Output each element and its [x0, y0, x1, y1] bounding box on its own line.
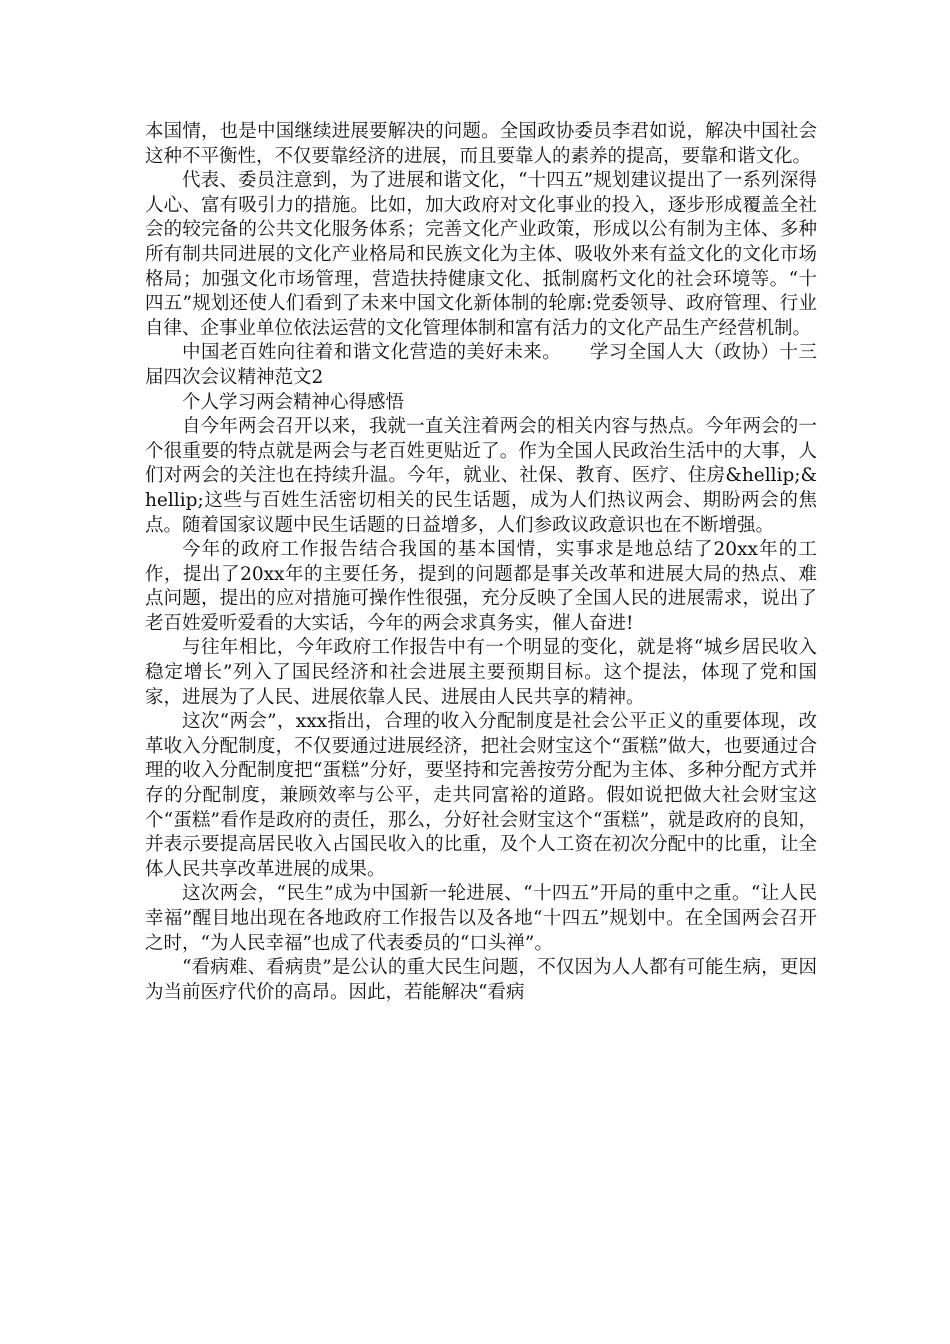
section-heading: 个人学习两会精神心得感悟 — [182, 391, 405, 413]
paragraph-8: 这次“两会”，xxx指出，合理的收入分配制度是社会公平正义的重要体现，改革收入分配制度，不仅要通过进展经济，把社会财宝这个“蛋糕”做大，也要通过合理的收入分配制度把“蛋糕”分好，要坚持和完善按劳分配为主体、多种分配方式并存的分配制度，兼顾效率与公平，走共同富裕的道路。假如说把做大社会财宝这个“蛋糕”看作是政府的责任，那么，分好社会财宝这个“蛋糕”，就是政府的良知，并表示要提高居民收入占国民收入的比重，及个人工资在初次分配中的比重，让全体人民共享改革进展的成果。 — [145, 711, 817, 880]
paragraph-9: 这次两会，“民生”成为中国新一轮进展、“十四五”开局的重中之重。“让人民幸福”醒目地出现在各地政府工作报告以及各地“十四五”规划中。在全国两会召开之时，“为人民幸福”也成了代表委员的“口头禅”。 — [145, 883, 817, 954]
paragraph-10: “看病难、看病贵”是公认的重大民生问题，不仅因为人人都有可能生病，更因为当前医疗代价的高昂。因此，若能解决“看病 — [145, 957, 817, 1003]
paragraph-6: 今年的政府工作报告结合我国的基本国情，实事求是地总结了20xx年的工作，提出了20xx年的主要任务，提到的问题都是事关改革和进展大局的热点、难点问题，提出的应对措施可操作性很强，充分反映了全国人民的进展需求，说出了老百姓爱听爱看的大实话，今年的两会求真务实，催人奋进! — [145, 539, 817, 634]
paragraph-7: 与往年相比，今年政府工作报告中有一个明显的变化，就是将“城乡居民收入稳定增长”列入了国民经济和社会进展主要预期目标。这个提法，体现了党和国家，进展为了人民、进展依靠人民、进展由人民共享的精神。 — [145, 637, 817, 708]
paragraph-5: 自今年两会召开以来，我就一直关注着两会的相关内容与热点。今年两会的一个很重要的特点就是两会与老百姓更贴近了。作为全国人民政治生活中的大事，人们对两会的关注也在持续升温。今年，就业、社保、教育、医疗、住房&hellip;&hellip;这些与百姓生活密切相关的民生话题，成为人们热议两会、期盼两会的焦点。随着国家议题中民生话题的日益增多，人们参政议政意识也在不断增强。 — [145, 416, 817, 536]
paragraph-1: 本国情，也是中国继续进展要解决的问题。全国政协委员李君如说，解决中国社会这种不平衡性，不仅要靠经济的进展，而且要靠人的素养的提高，要靠和谐文化。 — [145, 121, 817, 167]
paragraph-3: 中国老百姓向往着和谐文化营造的美好未来。 学习全国人大（政协）十三届四次会议精神范文2 — [145, 342, 817, 388]
document-page — [145, 120, 817, 1005]
paragraph-2: 代表、委员注意到，为了进展和谐文化，“十四五”规划建议提出了一系列深得人心、富有吸引力的措施。比如，加大政府对文化事业的投入，逐步形成覆盖全社会的较完备的公共文化服务体系；完善文化产业政策，形成以公有制为主体、多种所有制共同进展的文化产业格局和民族文化为主体、吸收外来有益文化的文化市场格局；加强文化市场管理，营造扶持健康文化、抵制腐朽文化的社会环境等。“十四五”规划还使人们看到了未来中国文化新体制的轮廓:党委领导、政府管理、行业自律、企事业单位依法运营的文化管理体制和富有活力的文化产品生产经营机制。 — [145, 170, 817, 339]
